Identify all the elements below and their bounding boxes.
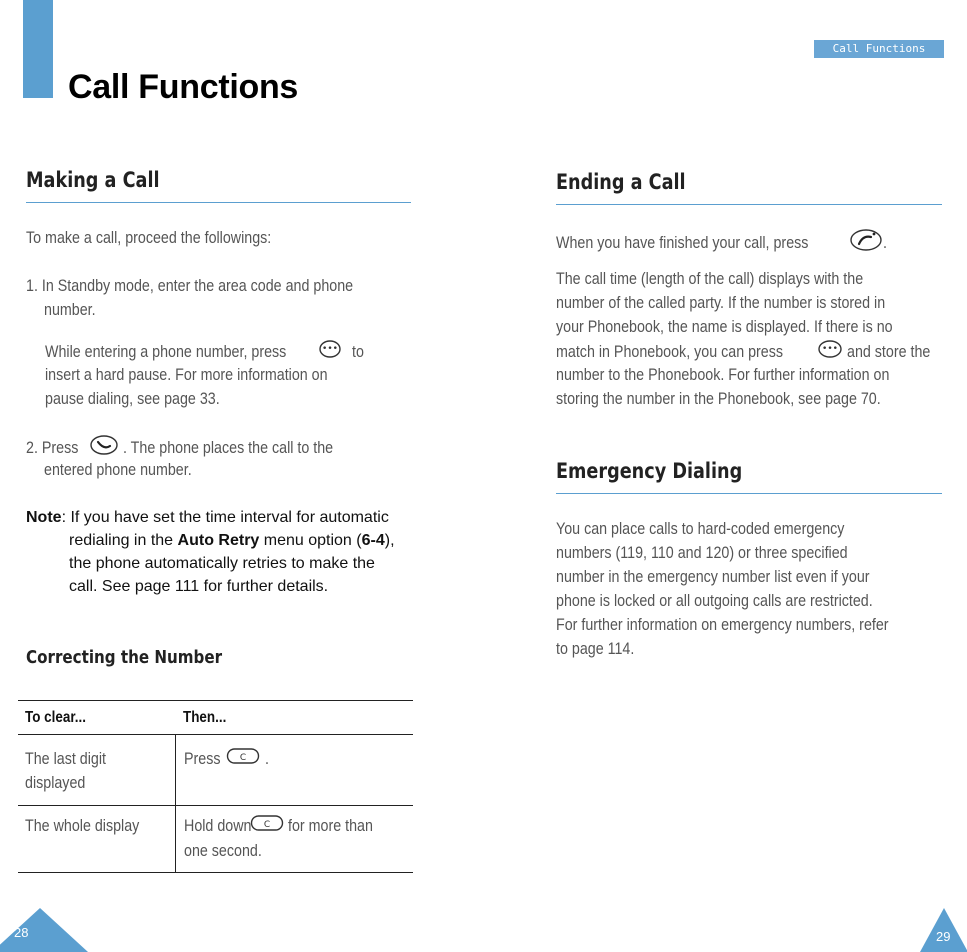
note-auto-retry: Auto Retry: [177, 532, 260, 549]
note-menu-number: 6-4: [361, 532, 385, 549]
note-text-1: : If you have set the time interval for automatic: [61, 509, 389, 526]
row2-col2-text-a: Hold down: [183, 816, 251, 835]
note-line1: [26, 506, 389, 529]
emergency-line1: You can place calls to hard-coded emergency: [556, 519, 845, 538]
svg-text:C: C: [240, 753, 247, 764]
ending-call-heading: Ending a Call: [556, 170, 686, 194]
correcting-table: [18, 700, 413, 873]
table-row: [18, 806, 413, 873]
note-line4: call. See page 111 for further details.: [69, 578, 329, 595]
making-call-intro: To make a call, proceed the followings:: [26, 228, 272, 247]
table-header-cell: [175, 701, 413, 735]
ending-p2-line5: number to the Phonebook. For further information on: [556, 365, 890, 384]
pause-text-b: to: [352, 341, 365, 361]
row1-col1-line1: The last digit: [25, 749, 106, 768]
making-call-rule: [26, 202, 411, 203]
step2-line1: [26, 434, 374, 458]
page-number-left: 28: [14, 925, 29, 940]
row2-col1: The whole display: [25, 816, 140, 835]
row1-col2-text-a: Press: [183, 749, 221, 768]
pause-line3: pause dialing, see page 33.: [45, 389, 220, 408]
title-accent-bar: [23, 0, 53, 98]
end-key-icon: [849, 227, 883, 260]
pause-line1: [45, 339, 367, 363]
page-number-right: 29: [936, 929, 951, 944]
ending-line1: [556, 227, 887, 251]
note-text-2c: ),: [384, 532, 395, 549]
emergency-line3: number in the emergency number list even if your: [556, 567, 870, 586]
svg-text:•••: •••: [821, 344, 838, 354]
clear-key-icon: [250, 814, 284, 839]
ending-p2-line4: [556, 339, 947, 363]
step2-text-a: 2. Press: [26, 437, 79, 457]
svg-text:C: C: [263, 820, 270, 831]
note-text-2a: redialing in the: [69, 532, 174, 549]
ending-call-rule: [556, 204, 942, 205]
ending-p2-text-4a: match in Phonebook, you can press: [556, 341, 784, 361]
row1-col1-line2: displayed: [25, 773, 86, 792]
ending-p2-line2: number of the called party. If the number is stored in: [556, 293, 886, 312]
section-tag: Call Functions: [814, 40, 944, 58]
ending-p2-text-4b: and store the: [847, 341, 931, 361]
ending-p2-line6: storing the number in the Phonebook, see page 70.: [556, 389, 881, 408]
emergency-line6: to page 114.: [556, 639, 635, 658]
step2-text-b: . The phone places the call to the: [123, 437, 334, 457]
table-header-row: [18, 701, 413, 735]
table-cell: [175, 735, 413, 806]
ending-text-a: When you have finished your call, press: [556, 232, 809, 252]
note-text-2b: menu option (: [263, 532, 362, 549]
emergency-line2: numbers (119, 110 and 120) or three specified: [556, 543, 848, 562]
step2-line2: entered phone number.: [44, 460, 192, 479]
making-call-heading: Making a Call: [26, 168, 160, 192]
table-cell: [18, 806, 175, 873]
table-cell: [175, 806, 413, 873]
header-to-clear: To clear...: [25, 708, 87, 726]
clear-key-icon: [226, 747, 260, 772]
step1-line2: number.: [44, 300, 96, 319]
step1-line1: 1. In Standby mode, enter the area code and phone: [26, 276, 354, 295]
emergency-heading: Emergency Dialing: [556, 459, 743, 483]
row2-col2-text-b: for more than: [288, 816, 374, 835]
emergency-rule: [556, 493, 942, 494]
pause-line2: insert a hard pause. For more information on: [45, 365, 328, 384]
row2-col2-line2: one second.: [183, 841, 262, 861]
header-then: Then...: [183, 708, 227, 726]
correcting-heading: Correcting the Number: [26, 647, 223, 668]
ending-p2-line1: The call time (length of the call) displays with the: [556, 269, 864, 288]
pause-text-a: While entering a phone number, press: [45, 341, 287, 361]
note-line3: the phone automatically retries to make the: [69, 555, 375, 572]
ending-p2-line3: your Phonebook, the name is displayed. If there is no: [556, 317, 893, 336]
row1-col2-text-b: .: [264, 749, 269, 768]
emergency-line4: phone is locked or all outgoing calls are restricted.: [556, 591, 873, 610]
menu-key-icon: [817, 339, 843, 366]
note-label: Note: [26, 509, 62, 526]
emergency-line5: For further information on emergency numbers, refer: [556, 615, 889, 634]
svg-text:•••: •••: [321, 344, 338, 354]
note-line2: [69, 529, 395, 552]
page-title: Call Functions: [68, 68, 299, 106]
table-row: [18, 735, 413, 806]
menu-key-icon: [318, 339, 342, 366]
table-header-cell: [18, 701, 175, 735]
table-cell: [18, 735, 175, 806]
ending-text-b: .: [882, 232, 887, 252]
